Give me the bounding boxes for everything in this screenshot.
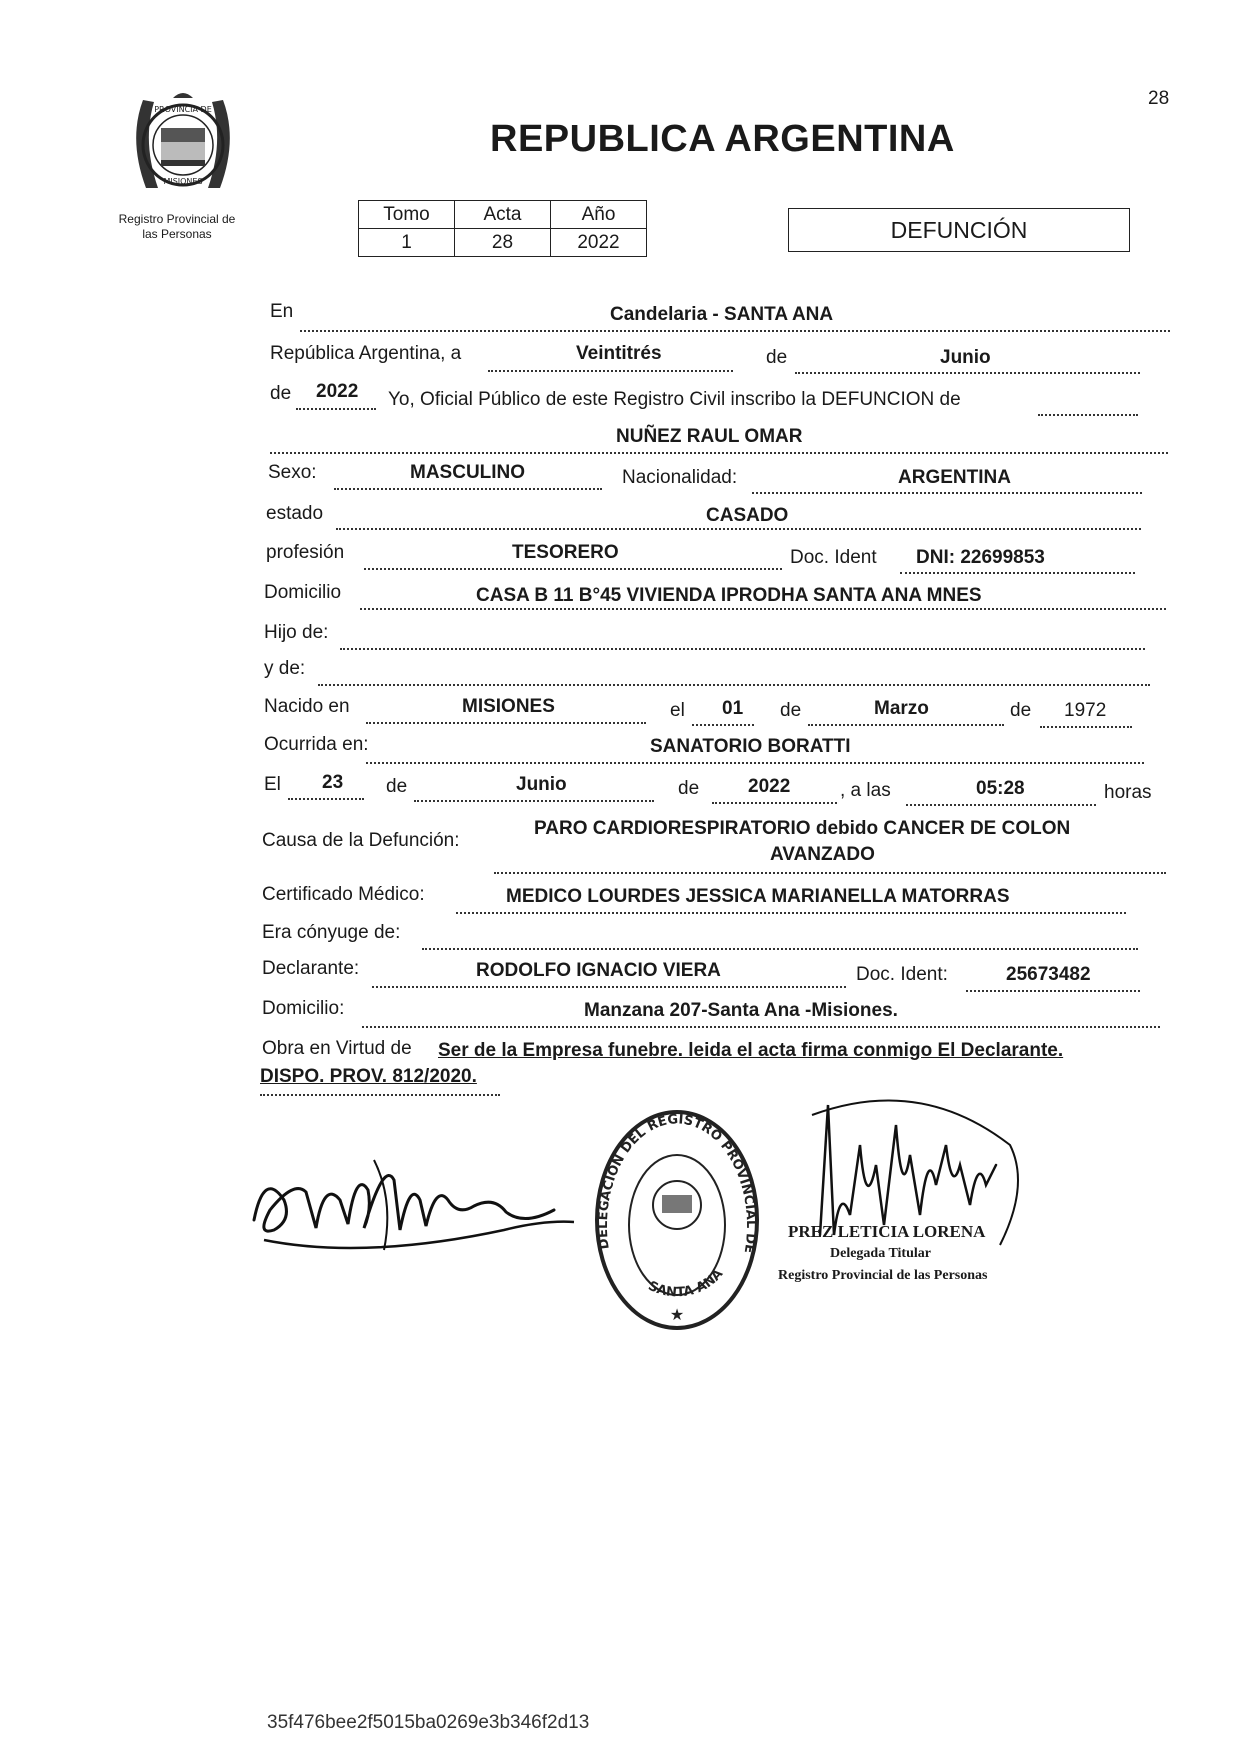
doc-ident-line xyxy=(900,572,1135,574)
estado-label: estado xyxy=(266,503,324,524)
republica-month: Junio xyxy=(940,347,991,368)
doc-ident-label: Doc. Ident xyxy=(790,547,877,568)
certificado-value: MEDICO LOURDES JESSICA MARIANELLA MATORRAS xyxy=(506,886,1010,907)
republica-day: Veintitrés xyxy=(576,343,662,364)
nacionalidad-value: ARGENTINA xyxy=(898,467,1011,488)
nacido-month: Marzo xyxy=(874,698,929,719)
stamp-text: DELEGACION DEL REGISTRO PROVINCIAL DE xyxy=(595,1112,759,1255)
nacido-year: 1972 xyxy=(1064,700,1107,721)
doc-ident-value: DNI: 22699853 xyxy=(916,547,1045,568)
tomo-header: Tomo xyxy=(359,201,455,229)
book-table xyxy=(358,200,647,257)
causa-line-1: PARO CARDIORESPIRATORIO debido CANCER DE COLON xyxy=(534,818,1071,839)
fecha-month-line xyxy=(414,800,654,802)
nacido-day: 01 xyxy=(722,698,744,719)
deceased-name-line xyxy=(270,452,1168,454)
ano-value: 2022 xyxy=(551,229,647,257)
acta-header: Acta xyxy=(455,201,551,229)
domicilio-declarante-label: Domicilio: xyxy=(262,998,345,1019)
hijo-de-line xyxy=(340,648,1145,650)
svg-text:★: ★ xyxy=(669,1307,685,1324)
fecha-de-1: de xyxy=(386,776,408,797)
declarante-line xyxy=(372,986,846,988)
year-line-text: Yo, Oficial Público de este Registro Civil inscribo la DEFUNCION de xyxy=(388,389,961,410)
declarante-value: RODOLFO IGNACIO VIERA xyxy=(476,960,721,981)
nacionalidad-label: Nacionalidad: xyxy=(622,467,738,488)
emblem-text-top: PROVINCIA DE xyxy=(154,105,212,114)
registry-caption xyxy=(92,212,262,242)
fecha-year: 2022 xyxy=(748,776,791,797)
official-role: Delegada Titular xyxy=(830,1246,931,1261)
emblem-text-bottom: MISIONES xyxy=(163,177,203,186)
nacido-el: el xyxy=(670,700,685,721)
page-number: 28 xyxy=(1148,88,1170,109)
nacido-de-1: de xyxy=(780,700,802,721)
fecha-time-line xyxy=(906,804,1096,806)
declarante-label: Declarante: xyxy=(262,958,360,979)
republica-label: República Argentina, a xyxy=(270,343,462,364)
fecha-day: 23 xyxy=(322,772,344,793)
nacido-label: Nacido en xyxy=(264,696,350,717)
tomo-value: 1 xyxy=(359,229,455,257)
profesion-label: profesión xyxy=(266,542,345,563)
registry-stamp xyxy=(592,1105,762,1340)
causa-label: Causa de la Defunción: xyxy=(262,830,460,851)
domicilio-label: Domicilio xyxy=(264,582,342,603)
estado-value: CASADO xyxy=(706,505,789,526)
estado-line xyxy=(336,528,1141,530)
en-label: En xyxy=(270,301,294,322)
record-year: 2022 xyxy=(316,381,359,402)
record-type-box: DEFUNCIÓN xyxy=(788,208,1130,252)
stamp-place: SANTA ANA xyxy=(645,1266,727,1301)
sexo-label: Sexo: xyxy=(268,462,317,483)
causa-line xyxy=(494,872,1166,874)
nacido-month-line xyxy=(808,724,1004,726)
republica-de: de xyxy=(766,347,788,368)
acta-value: 28 xyxy=(455,229,551,257)
declarant-signature xyxy=(244,1140,584,1265)
nacido-day-line xyxy=(692,724,754,726)
republica-day-line xyxy=(488,370,733,372)
certificado-line xyxy=(456,912,1126,914)
hijo-de-label: Hijo de: xyxy=(264,622,329,643)
en-line xyxy=(300,330,1170,332)
year-line-dots xyxy=(296,408,376,410)
year-line-de: de xyxy=(270,383,292,404)
republica-month-line xyxy=(795,372,1140,374)
conyuge-label: Era cónyuge de: xyxy=(262,922,401,943)
profesion-line xyxy=(364,568,782,570)
domicilio-value: CASA B 11 B°45 VIVIENDA IPRODHA SANTA ANA MNES xyxy=(476,585,982,606)
declarante-doc-line xyxy=(966,990,1140,992)
obra-prefix: Obra en Virtud de xyxy=(262,1038,412,1059)
document-title: REPUBLICA ARGENTINA xyxy=(490,118,955,160)
nacido-place: MISIONES xyxy=(462,696,555,717)
fecha-day-line xyxy=(288,798,364,800)
ano-header: Año xyxy=(551,201,647,229)
ocurrida-label: Ocurrida en: xyxy=(264,734,369,755)
certificado-label: Certificado Médico: xyxy=(262,884,425,905)
ocurrida-value: SANATORIO BORATTI xyxy=(650,736,851,757)
fecha-month: Junio xyxy=(516,774,567,795)
sexo-value: MASCULINO xyxy=(410,462,526,483)
causa-line-2: AVANZADO xyxy=(770,844,875,865)
obra-text: Ser de la Empresa funebre. leida el acta firma conmigo El Declarante. xyxy=(438,1040,1064,1061)
domicilio-line xyxy=(360,608,1166,610)
conyuge-line xyxy=(422,948,1138,950)
fecha-time: 05:28 xyxy=(976,778,1025,799)
ocurrida-line xyxy=(366,762,1144,764)
official-name: PREZ LETICIA LORENA xyxy=(788,1222,986,1241)
fecha-el: El xyxy=(264,774,281,795)
y-de-label: y de: xyxy=(264,658,306,679)
svg-text:SANTA ANA xyxy=(646,1267,727,1301)
registry-caption-line-1: Registro Provincial de xyxy=(118,212,236,226)
declarante-doc-value: 25673482 xyxy=(1006,964,1091,985)
obra-dispo: DISPO. PROV. 812/2020. xyxy=(260,1066,477,1087)
profesion-value: TESORERO xyxy=(512,542,619,563)
domicilio-declarante-line xyxy=(362,1026,1160,1028)
official-registry: Registro Provincial de las Personas xyxy=(778,1268,988,1283)
obra-dispo-line xyxy=(260,1094,500,1096)
nacido-year-line xyxy=(1040,726,1132,728)
year-line-end-dots xyxy=(1038,414,1138,416)
sexo-line xyxy=(334,488,602,490)
nacido-place-line xyxy=(366,722,646,724)
fecha-year-line xyxy=(712,802,837,804)
fecha-horas: horas xyxy=(1104,782,1152,803)
nacido-de-2: de xyxy=(1010,700,1032,721)
fecha-de-2: de xyxy=(678,778,700,799)
y-de-line xyxy=(318,684,1150,686)
document-hash: 35f476bee2f5015ba0269e3b346f2d13 xyxy=(267,1712,590,1733)
coat-of-arms-icon xyxy=(118,80,248,210)
nacionalidad-line xyxy=(752,492,1142,494)
deceased-name: NUÑEZ RAUL OMAR xyxy=(616,426,803,447)
registry-caption-line-2: las Personas xyxy=(142,227,212,241)
en-value: Candelaria - SANTA ANA xyxy=(610,304,834,325)
fecha-a-las: , a las xyxy=(840,780,891,801)
domicilio-declarante-value: Manzana 207-Santa Ana -Misiones. xyxy=(584,1000,898,1021)
declarante-doc-label: Doc. Ident: xyxy=(856,964,948,985)
